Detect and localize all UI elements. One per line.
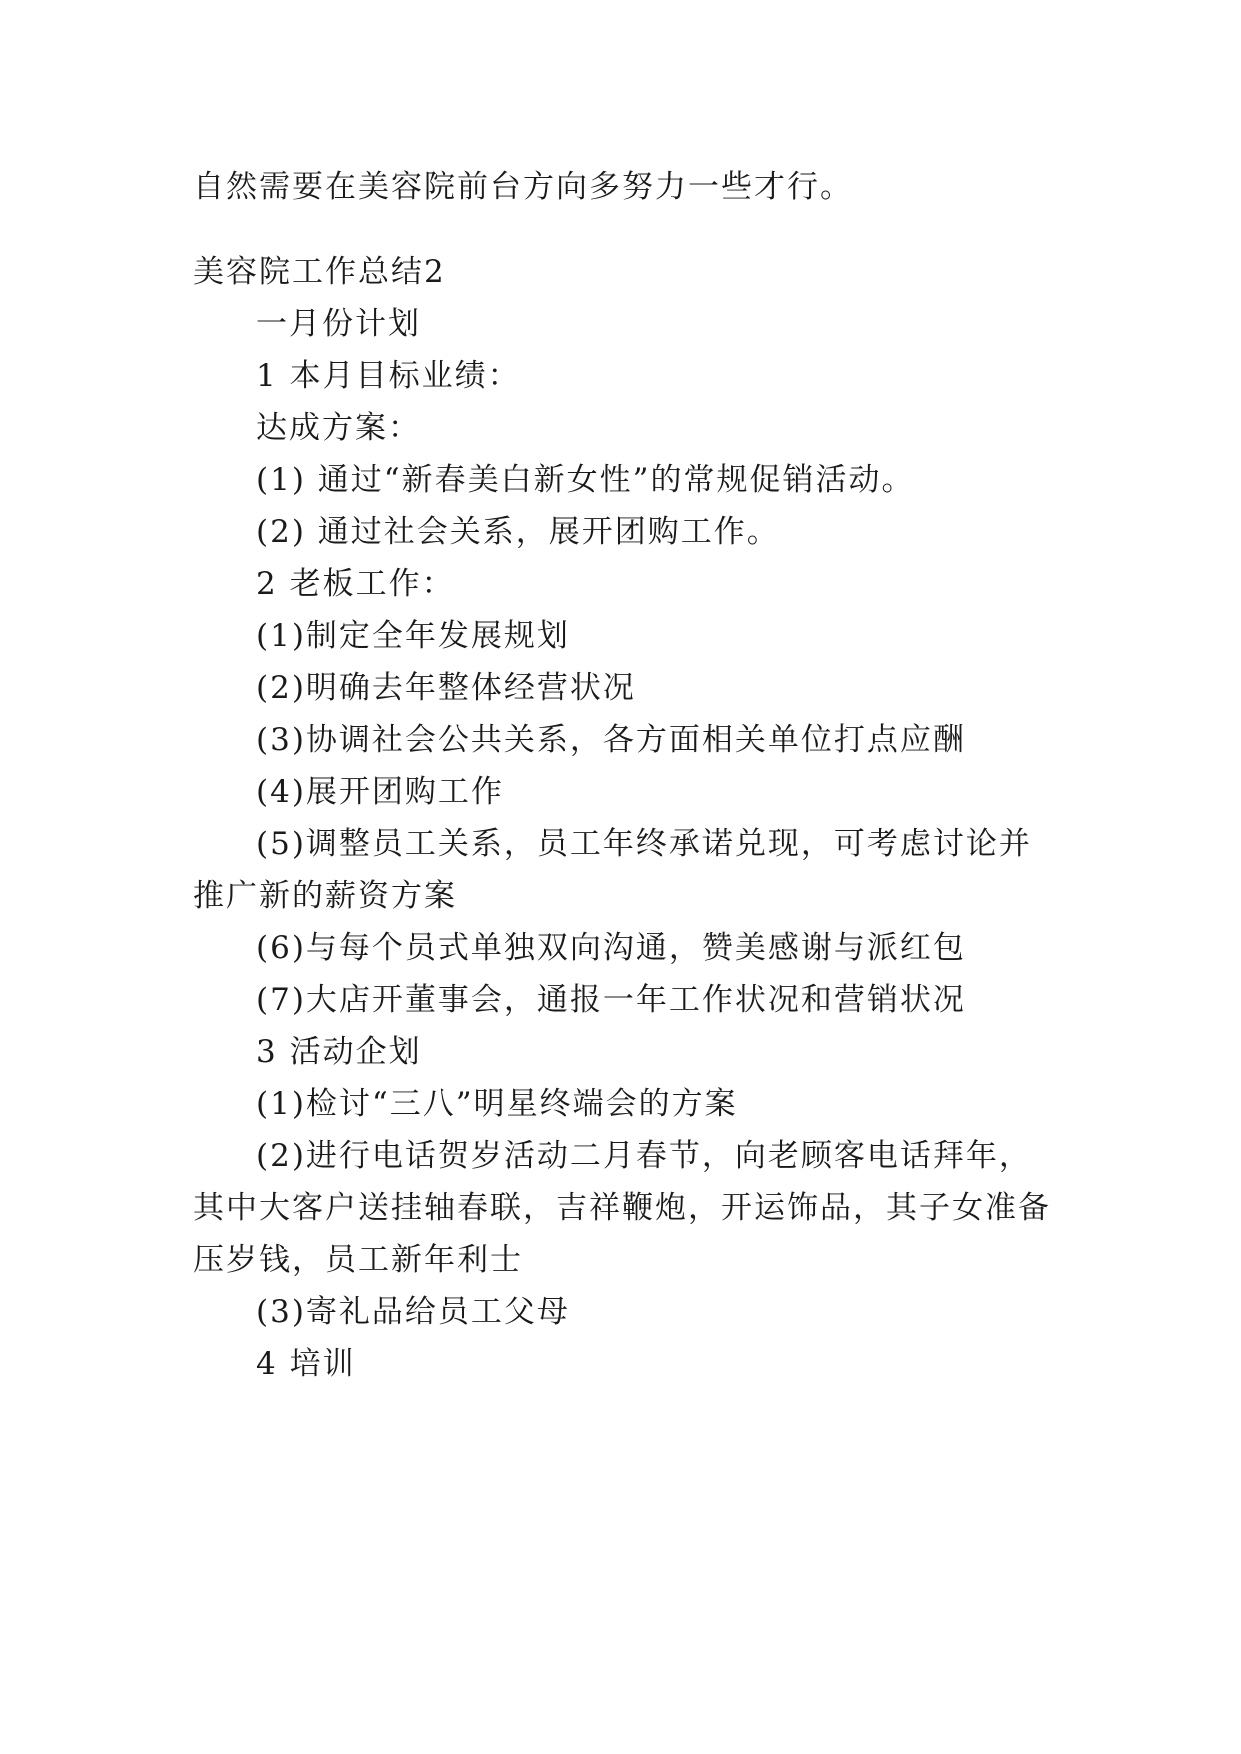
list-item-continuation: 其中大客户送挂轴春联，吉祥鞭炮，开运饰品，其子女准备 xyxy=(193,1190,1051,1226)
list-item: (3)协调社会公共关系，各方面相关单位打点应酬 xyxy=(256,722,966,758)
item-heading-4: 4 培训 xyxy=(256,1346,356,1382)
item-heading-3: 3 活动企划 xyxy=(256,1034,422,1070)
text-line: 达成方案： xyxy=(256,410,421,446)
item-heading-1: 1 本月目标业绩： xyxy=(256,358,521,394)
list-item: (2)进行电话贺岁活动二月春节，向老顾客电话拜年， xyxy=(256,1138,1032,1174)
list-item: (5)调整员工关系，员工年终承诺兑现，可考虑讨论并 xyxy=(256,826,1032,862)
list-item: (2)明确去年整体经营状况 xyxy=(256,670,636,706)
list-item: (7)大店开董事会，通报一年工作状况和营销状况 xyxy=(256,982,966,1018)
list-item-continuation: 推广新的薪资方案 xyxy=(193,878,457,914)
list-item: (3)寄礼品给员工父母 xyxy=(256,1294,570,1330)
list-item-continuation: 压岁钱，员工新年利士 xyxy=(193,1242,523,1278)
list-item: (1)检讨“三八”明星终端会的方案 xyxy=(256,1086,738,1122)
list-item: (1) 通过“新春美白新女性”的常规促销活动。 xyxy=(256,462,915,498)
list-item: (2) 通过社会关系，展开团购工作。 xyxy=(256,514,780,550)
list-item: (4)展开团购工作 xyxy=(256,774,504,810)
section-heading: 美容院工作总结2 xyxy=(193,254,446,290)
item-heading-2: 2 老板工作： xyxy=(256,566,455,602)
paragraph-continuation: 自然需要在美容院前台方向多努力一些才行。 xyxy=(193,169,853,205)
list-item: (1)制定全年发展规划 xyxy=(256,618,570,654)
subheading-january-plan: 一月份计划 xyxy=(256,306,421,342)
list-item: (6)与每个员式单独双向沟通，赞美感谢与派红包 xyxy=(256,930,966,966)
